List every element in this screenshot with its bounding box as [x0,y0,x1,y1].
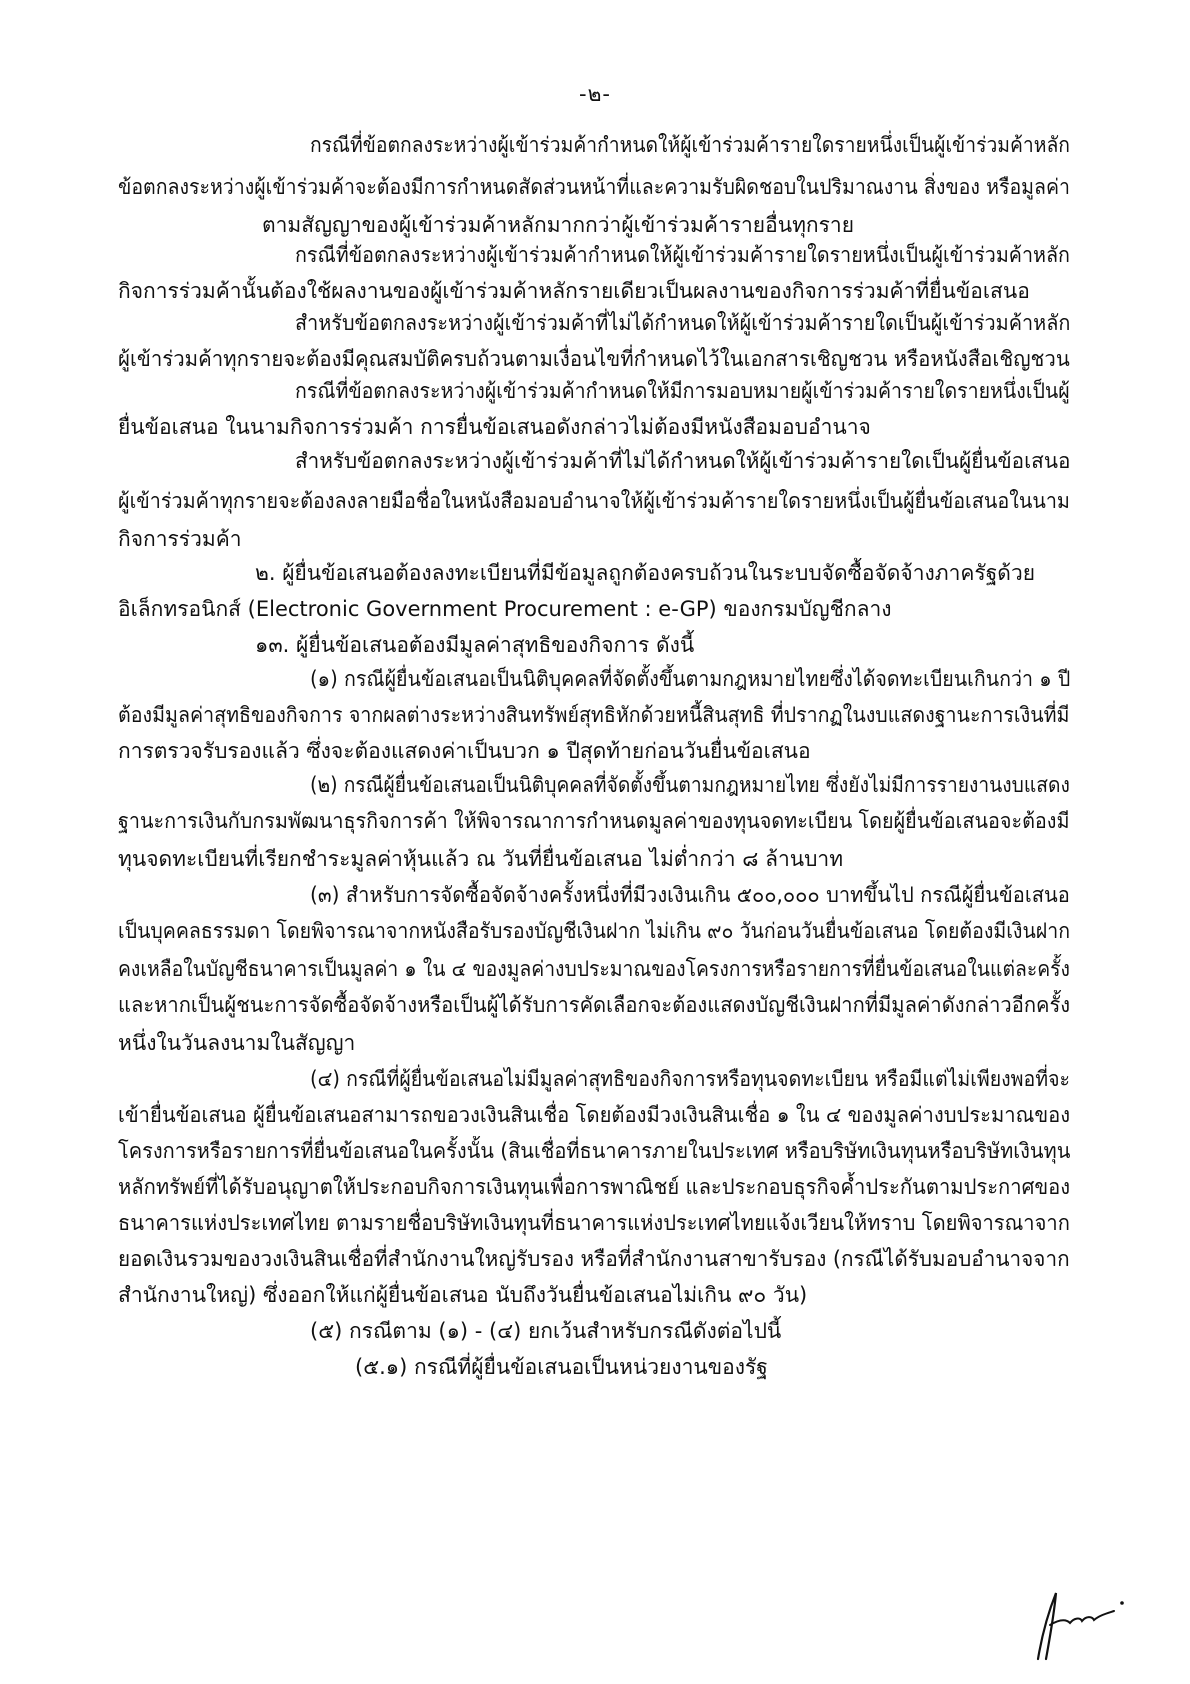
text-line: (๔) กรณีที่ผู้ยื่นข้อเสนอไม่มีมูลค่าสุทธิของกิจการหรือทุนจดทะเบียน หรือมีแต่ไม่เพียงพอที่จะ [310,1067,1070,1091]
text-line: การตรวจรับรองแล้ว ซึ่งจะต้องแสดงค่าเป็นบวก ๑ ปีสุดท้ายก่อนวันยื่นข้อเสนอ [118,739,811,763]
text-line: ฐานะการเงินกับกรมพัฒนาธุรกิจการค้า ให้พิจารณาการกำหนดมูลค่าของทุนจดทะเบียน โดยผู้ยื่นข้อเสนอจะต้องมี [118,809,1070,833]
text-line: ข้อตกลงระหว่างผู้เข้าร่วมค้าจะต้องมีการกำหนดสัดส่วนหน้าที่และความรับผิดชอบในปริมาณงาน สิ่งของ หรือมูลค่า [118,175,1070,199]
text-line: เข้ายื่นข้อเสนอ ผู้ยื่นข้อเสนอสามารถขอวงเงินสินเชื่อ โดยต้องมีวงเงินสินเชื่อ ๑ ใน ๔ ของมูลค่างบประมาณของ [118,1103,1071,1127]
text-line: หลักทรัพย์ที่ได้รับอนุญาตให้ประกอบกิจการเงินทุนเพื่อการพาณิชย์ และประกอบธุรกิจค้ำประกันตามประกาศของ [118,1175,1071,1199]
text-line: (๕) กรณีตาม (๑) - (๔) ยกเว้นสำหรับกรณีดังต่อไปนี้ [310,1319,782,1343]
page-number: -๒- [579,82,611,106]
text-line: สำหรับข้อตกลงระหว่างผู้เข้าร่วมค้าที่ไม่ได้กำหนดให้ผู้เข้าร่วมค้ารายใดเป็นผู้เข้าร่วมค้าหลัก [295,311,1071,335]
text-line: ผู้เข้าร่วมค้าทุกรายจะต้องมีคุณสมบัติครบถ้วนตามเงื่อนไขที่กำหนดไว้ในเอกสารเชิญชวน หรือหนังสือเชิญชวน [118,347,1070,371]
text-line: ๒. ผู้ยื่นข้อเสนอต้องลงทะเบียนที่มีข้อมูลถูกต้องครบถ้วนในระบบจัดซื้อจัดจ้างภาครัฐด้วย [255,561,1036,585]
text-line: สำนักงานใหญ่) ซึ่งออกให้แก่ผู้ยื่นข้อเสนอ นับถึงวันยื่นข้อเสนอไม่เกิน ๙๐ วัน) [118,1283,808,1307]
text-line: ตามสัญญาของผู้เข้าร่วมค้าหลักมากกว่าผู้เข้าร่วมค้ารายอื่นทุกราย [262,213,855,237]
text-line: ยื่นข้อเสนอ ในนามกิจการร่วมค้า การยื่นข้อเสนอดังกล่าวไม่ต้องมีหนังสือมอบอำนาจ [118,415,871,439]
text-line: กิจการร่วมค้า [118,527,242,551]
handwritten-signature [1020,1585,1130,1665]
text-line: เป็นบุคคลธรรมดา โดยพิจารณาจากหนังสือรับรองบัญชีเงินฝาก ไม่เกิน ๙๐ วันก่อนวันยื่นข้อเสนอ โดยต้องมีเงินฝาก [118,919,1071,943]
text-line: หนึ่งในวันลงนามในสัญญา [118,1031,356,1055]
text-line: โครงการหรือรายการที่ยื่นข้อเสนอในครั้งนั้น (สินเชื่อที่ธนาคารภายในประเทศ หรือบริษัทเงินทุนหรือบริษัทเงินทุน [118,1139,1071,1163]
text-line: อิเล็กทรอนิกส์ (Electronic Government Procurement : e-GP) ของกรมบัญชีกลาง [118,597,892,621]
text-line: ๑๓. ผู้ยื่นข้อเสนอต้องมีมูลค่าสุทธิของกิจการ ดังนี้ [255,633,695,657]
text-line: ยอดเงินรวมของวงเงินสินเชื่อที่สำนักงานใหญ่รับรอง หรือที่สำนักงานสาขารับรอง (กรณีได้รับมอบอำนาจจาก [118,1247,1070,1271]
text-line: และหากเป็นผู้ชนะการจัดซื้อจัดจ้างหรือเป็นผู้ได้รับการคัดเลือกจะต้องแสดงบัญชีเงินฝากที่มีมูลค่าดังกล่าวอีกครั้ง [118,993,1071,1017]
text-line: สำหรับข้อตกลงระหว่างผู้เข้าร่วมค้าที่ไม่ได้กำหนดให้ผู้เข้าร่วมค้ารายใดเป็นผู้ยื่นข้อเสนอ [295,449,1071,473]
text-line: กรณีที่ข้อตกลงระหว่างผู้เข้าร่วมค้ากำหนดให้มีการมอบหมายผู้เข้าร่วมค้ารายใดรายหนึ่งเป็นผู้ [295,379,1070,403]
text-line: ทุนจดทะเบียนที่เรียกชำระมูลค่าหุ้นแล้ว ณ วันที่ยื่นข้อเสนอ ไม่ต่ำกว่า ๘ ล้านบาท [118,847,844,871]
text-line: ธนาคารแห่งประเทศไทย ตามรายชื่อบริษัทเงินทุนที่ธนาคารแห่งประเทศไทยแจ้งเวียนให้ทราบ โดยพิจารณาจาก [118,1211,1070,1235]
text-line: ผู้เข้าร่วมค้าทุกรายจะต้องลงลายมือชื่อในหนังสือมอบอำนาจให้ผู้เข้าร่วมค้ารายใดรายหนึ่งเป็นผู้ยื่นข้อเสนอในนาม [118,489,1070,513]
text-line: (๕.๑) กรณีที่ผู้ยื่นข้อเสนอเป็นหน่วยงานของรัฐ [355,1355,768,1379]
text-line: คงเหลือในบัญชีธนาคารเป็นมูลค่า ๑ ใน ๔ ของมูลค่างบประมาณของโครงการหรือรายการที่ยื่นข้อเสนอในแต่ละครั้ง [118,957,1071,981]
text-line: กรณีที่ข้อตกลงระหว่างผู้เข้าร่วมค้ากำหนดให้ผู้เข้าร่วมค้ารายใดรายหนึ่งเป็นผู้เข้าร่วมค้าหลัก [310,133,1070,157]
text-line: ต้องมีมูลค่าสุทธิของกิจการ จากผลต่างระหว่างสินทรัพย์สุทธิหักด้วยหนี้สินสุทธิ ที่ปรากฏในงบแสดงฐานะการเงินที่มี [118,703,1070,727]
text-line: (๒) กรณีผู้ยื่นข้อเสนอเป็นนิติบุคคลที่จัดตั้งขึ้นตามกฎหมายไทย ซึ่งยังไม่มีการรายงานงบแสดง [310,773,1070,797]
text-line: (๑) กรณีผู้ยื่นข้อเสนอเป็นนิติบุคคลที่จัดตั้งขึ้นตามกฎหมายไทยซึ่งได้จดทะเบียนเกินกว่า ๑ ปี [310,667,1071,691]
text-line: กิจการร่วมค้านั้นต้องใช้ผลงานของผู้เข้าร่วมค้าหลักรายเดียวเป็นผลงานของกิจการร่วมค้าที่ยื่นข้อเสนอ [118,279,1030,303]
text-line: กรณีที่ข้อตกลงระหว่างผู้เข้าร่วมค้ากำหนดให้ผู้เข้าร่วมค้ารายใดรายหนึ่งเป็นผู้เข้าร่วมค้าหลัก [295,243,1070,267]
text-line: (๓) สำหรับการจัดซื้อจัดจ้างครั้งหนึ่งที่มีวงเงินเกิน ๕๐๐,๐๐๐ บาทขึ้นไป กรณีผู้ยื่นข้อเสนอ [310,883,1070,907]
